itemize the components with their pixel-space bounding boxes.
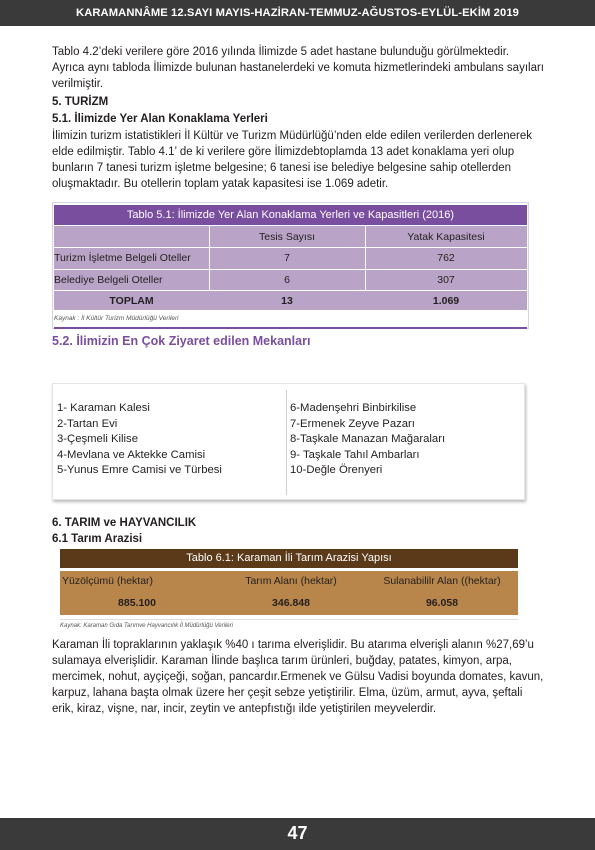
list-item: 4-Mevlana ve Aktekke Camisi xyxy=(57,448,206,461)
row-label: Turizm İşletme Belgeli Oteller xyxy=(54,252,191,264)
row-label: Belediye Belgeli Oteller xyxy=(54,274,163,286)
cell-value: 346.848 xyxy=(272,597,310,609)
cell-tesis-total: 13 xyxy=(281,295,293,307)
table-source: Kaynak : İl Kültür Turizm Müdürlüğü Verileri xyxy=(54,315,179,322)
heading-tarim: 6. TARIM ve HAYVANCILIK xyxy=(52,517,197,529)
column-header-tesis: Tesis Sayısı xyxy=(258,231,316,243)
cell-value: 885.100 xyxy=(118,597,156,609)
cell-tesis: 7 xyxy=(284,252,290,264)
places-box xyxy=(52,383,525,500)
list-item: 1- Karaman Kalesi xyxy=(57,402,150,414)
table-title: Tablo 6.1: Karaman İli Tarım Arazisi Yapısı xyxy=(60,549,518,568)
list-item: 5-Yunus Emre Camisi ve Türbesi xyxy=(57,464,222,476)
list-item: 9- Taşkale Tahıl Ambarları xyxy=(290,448,420,461)
row-label-total: TOPLAM xyxy=(109,295,154,307)
column-header-yatak: Yatak Kapasitesi xyxy=(407,231,485,243)
table-konaklama xyxy=(52,202,529,329)
list-item: 7-Ermenek Zeyve Pazarı xyxy=(290,417,415,430)
places-right-column xyxy=(290,401,445,479)
cell-tesis: 6 xyxy=(284,274,290,286)
column-header: Yüzölçümü (hektar) xyxy=(62,575,154,587)
table-source: Kaynak: Karaman Gıda Tarımve Hayvancılık İl Müdürlüğü Verileri xyxy=(60,619,518,634)
paragraph-turizm: İlimizin turizm istatistikleri İl Kültür ve Turizm Müdürlüğü’nden elde edilen verilerden derlenerek elde edilmiştir. Tablo 4.1’ de ki verilere göre İlimizdebtoplamda 13 adet konaklama yeri olup bunların 7 tanesi turizm işletme belgesine; 6 tanesi ise belediye belgesine sahip otellerden oluşmaktadır. Bu otellerin toplam yatak kapasitesi ise 1.069 adetir. xyxy=(52,130,533,190)
heading-konaklama: 5.1. İlimizde Yer Alan Konaklama Yerleri xyxy=(52,113,268,125)
table-bottom-rule xyxy=(54,327,527,329)
list-item: 10-Değle Örenyeri xyxy=(290,464,383,476)
places-left-column xyxy=(57,401,222,479)
heading-tarim-arazisi: 6.1 Tarım Arazisi xyxy=(52,533,143,545)
column-divider xyxy=(286,390,287,495)
page-number: 47 xyxy=(0,818,595,850)
table-tarim xyxy=(60,549,518,633)
column-header: Sulanabililr Alan ((hektar) xyxy=(383,575,501,587)
table-title: Tablo 5.1: İlimizde Yer Alan Konaklama Yerleri ve Kapasitleri (2016) xyxy=(54,205,527,225)
list-item: 3-Çeşmeli Kilise xyxy=(57,433,138,445)
paragraph-tarim: Karaman İli topraklarının yaklaşık %40 ı tarıma elverişlidir. Bu atarıma elverişli alanın %27,69’u sulamaya elverişlidir. Karaman İlinde başlıca tarım ürünleri, buğday, patates, kimyon, arpa, mercimek, nohut, ayçiçeği, soğan, pancardır.Ermenek ve Gülsu Vadisi boyunda domates, kavun, karpuz, lahana başta olmak üzere her çeşit sebze yetiştirilir. Elma, üzüm, armut, ayva, şeftali erik, kiraz, vişne, nar, incir, zeytin ve antepfıstığı ilde yetiştirilen meyvelerdir. xyxy=(52,639,544,715)
cell-yatak: 307 xyxy=(437,274,455,286)
cell-yatak: 762 xyxy=(437,252,455,264)
cell-yatak-total: 1.069 xyxy=(432,295,460,307)
list-item: 2-Tartan Evi xyxy=(57,417,118,430)
list-item: 6-Madenşehri Binbirkilise xyxy=(290,402,417,414)
running-header: KARAMANNÂME 12.SAYI MAYIS-HAZİRAN-TEMMUZ-AĞUSTOS-EYLÜL-EKİM 2019 xyxy=(0,0,595,26)
cell-value: 96.058 xyxy=(425,597,459,609)
heading-mekanlar: 5.2. İlimizin En Çok Ziyaret edilen Mekanları xyxy=(52,334,311,348)
list-item: 8-Taşkale Manazan Mağaraları xyxy=(290,433,446,445)
column-header: Tarım Alanı (hektar) xyxy=(245,575,337,587)
paragraph-hospitals: Tablo 4.2’deki verilere göre 2016 yılında İlimizde 5 adet hastane bulunduğu görülmektedir. Ayrıca aynı tabloda İlimizde bulunan hastanelerdeki ve komuta hizmetlerindeki ambulans sayıları verilmiştir. xyxy=(52,46,544,90)
heading-turizm: 5. TURİZM xyxy=(52,96,109,108)
